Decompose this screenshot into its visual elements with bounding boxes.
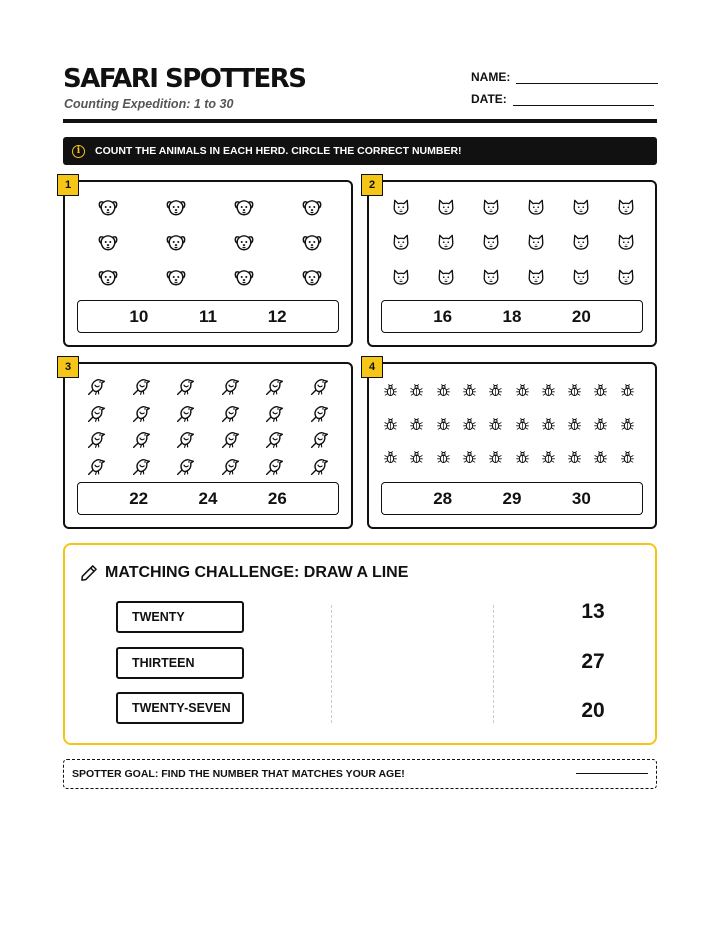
answer-choices <box>381 482 643 515</box>
bug-icon <box>620 450 635 465</box>
bug-icon <box>488 383 503 398</box>
answer-choice[interactable]: 16 <box>433 306 453 326</box>
bird-icon <box>86 429 107 450</box>
guide-divider <box>331 605 332 723</box>
bug-icon <box>593 417 608 432</box>
herd-panel-2 <box>367 180 657 347</box>
cat-face-icon <box>616 232 636 252</box>
cat-face-icon <box>436 232 456 252</box>
answer-choice[interactable]: 30 <box>571 488 591 508</box>
cat-face-icon <box>481 197 501 217</box>
dog-face-icon <box>233 231 255 253</box>
matching-title <box>79 563 408 583</box>
cat-face-icon <box>481 267 501 287</box>
herd-panel-3 <box>63 362 353 529</box>
match-number[interactable]: 27 <box>581 650 605 673</box>
bug-icon <box>436 450 451 465</box>
dog-face-icon <box>97 266 119 288</box>
cat-face-icon <box>391 232 411 252</box>
cat-face-icon <box>616 197 636 217</box>
answer-choice[interactable]: 20 <box>571 306 591 326</box>
match-word[interactable]: THIRTEEN <box>116 647 244 679</box>
date-line[interactable] <box>513 94 654 106</box>
match-word[interactable]: TWENTY-SEVEN <box>116 692 244 724</box>
cat-face-icon <box>436 197 456 217</box>
bug-icon <box>567 450 582 465</box>
cat-face-icon <box>571 197 591 217</box>
cat-face-icon <box>526 197 546 217</box>
bird-icon <box>131 403 152 424</box>
bug-icon <box>515 383 530 398</box>
bird-icon <box>264 456 285 477</box>
answer-choice[interactable]: 28 <box>433 488 453 508</box>
bug-icon <box>409 383 424 398</box>
herd-number-badge: 2 <box>361 174 383 196</box>
bug-icon <box>620 417 635 432</box>
bug-icon <box>383 417 398 432</box>
bird-icon <box>220 429 241 450</box>
goal-text: SPOTTER GOAL: FIND THE NUMBER THAT MATCHES YOUR AGE! <box>72 768 405 780</box>
match-number[interactable]: 13 <box>581 600 605 623</box>
dog-face-icon <box>165 231 187 253</box>
bug-icon <box>436 383 451 398</box>
bug-icon <box>436 417 451 432</box>
bug-icon <box>515 417 530 432</box>
bug-icon <box>409 450 424 465</box>
answer-choice[interactable]: 22 <box>129 488 149 508</box>
instruction-banner <box>63 137 657 165</box>
bird-icon <box>86 456 107 477</box>
answer-choices <box>77 300 339 333</box>
herd-number-badge: 4 <box>361 356 383 378</box>
bird-icon <box>220 456 241 477</box>
bird-icon <box>264 429 285 450</box>
cat-face-icon <box>391 197 411 217</box>
answer-choice[interactable]: 24 <box>198 488 218 508</box>
cat-face-icon <box>526 267 546 287</box>
bird-icon <box>264 376 285 397</box>
cat-face-icon <box>436 267 456 287</box>
bug-icon <box>383 383 398 398</box>
bug-icon <box>541 383 556 398</box>
bug-icon <box>383 450 398 465</box>
page-title: SAFARI SPOTTERS <box>63 64 306 94</box>
instruction-text: COUNT THE ANIMALS IN EACH HERD. CIRCLE THE CORRECT NUMBER! <box>95 145 462 157</box>
bug-icon <box>462 417 477 432</box>
cat-face-icon <box>481 232 501 252</box>
answer-choice[interactable]: 26 <box>267 488 287 508</box>
bug-icon <box>462 383 477 398</box>
name-label: NAME: <box>471 70 511 84</box>
bug-icon <box>462 450 477 465</box>
bug-icon <box>515 450 530 465</box>
date-field[interactable] <box>471 92 654 106</box>
dog-face-icon <box>165 196 187 218</box>
matching-challenge <box>63 543 657 745</box>
dog-face-icon <box>165 266 187 288</box>
cat-face-icon <box>391 267 411 287</box>
cat-face-icon <box>526 232 546 252</box>
bird-icon <box>309 376 330 397</box>
bird-icon <box>309 429 330 450</box>
bird-icon <box>309 403 330 424</box>
answer-choice[interactable]: 12 <box>267 306 287 326</box>
guide-divider <box>493 605 494 723</box>
bird-icon <box>309 456 330 477</box>
bug-icon <box>488 450 503 465</box>
match-number[interactable]: 20 <box>581 699 605 722</box>
bird-icon <box>220 403 241 424</box>
worksheet-header <box>63 62 657 122</box>
bird-icon <box>264 403 285 424</box>
bird-icon <box>131 456 152 477</box>
name-line[interactable] <box>516 72 658 84</box>
bird-icon <box>86 403 107 424</box>
bug-icon <box>488 417 503 432</box>
dog-face-icon <box>301 196 323 218</box>
dog-face-icon <box>97 231 119 253</box>
page-subtitle: Counting Expedition: 1 to 30 <box>64 97 234 111</box>
bug-icon <box>567 383 582 398</box>
bird-icon <box>175 456 196 477</box>
herd-number-badge: 1 <box>57 174 79 196</box>
match-word[interactable]: TWENTY <box>116 601 244 633</box>
bug-icon <box>567 417 582 432</box>
bird-icon <box>131 429 152 450</box>
dog-face-icon <box>233 196 255 218</box>
cat-face-icon <box>571 267 591 287</box>
bug-icon <box>541 417 556 432</box>
bug-icon <box>620 383 635 398</box>
cat-face-icon <box>616 267 636 287</box>
answer-choices <box>77 482 339 515</box>
bird-icon <box>175 403 196 424</box>
dog-face-icon <box>301 231 323 253</box>
answer-choice[interactable]: 18 <box>502 306 522 326</box>
bird-icon <box>175 429 196 450</box>
bird-icon <box>175 376 196 397</box>
answer-choices <box>381 300 643 333</box>
answer-choice[interactable]: 10 <box>129 306 149 326</box>
info-icon: i <box>72 145 85 158</box>
goal-answer-line[interactable] <box>576 773 648 774</box>
cat-face-icon <box>571 232 591 252</box>
dog-face-icon <box>301 266 323 288</box>
dog-face-icon <box>97 196 119 218</box>
name-field[interactable] <box>471 70 658 84</box>
matching-title-text: MATCHING CHALLENGE: DRAW A LINE <box>105 564 409 581</box>
bug-icon <box>409 417 424 432</box>
spotter-goal <box>63 759 657 789</box>
bug-icon <box>541 450 556 465</box>
answer-choice[interactable]: 11 <box>199 306 217 326</box>
herd-panel-1 <box>63 180 353 347</box>
herd-panel-4 <box>367 362 657 529</box>
header-divider <box>63 119 657 123</box>
bird-icon <box>86 376 107 397</box>
bug-icon <box>593 383 608 398</box>
herd-number-badge: 3 <box>57 356 79 378</box>
dog-face-icon <box>233 266 255 288</box>
bird-icon <box>131 376 152 397</box>
answer-choice[interactable]: 29 <box>502 488 522 508</box>
bug-icon <box>593 450 608 465</box>
date-label: DATE: <box>471 92 507 106</box>
pencil-icon <box>79 563 99 583</box>
bird-icon <box>220 376 241 397</box>
